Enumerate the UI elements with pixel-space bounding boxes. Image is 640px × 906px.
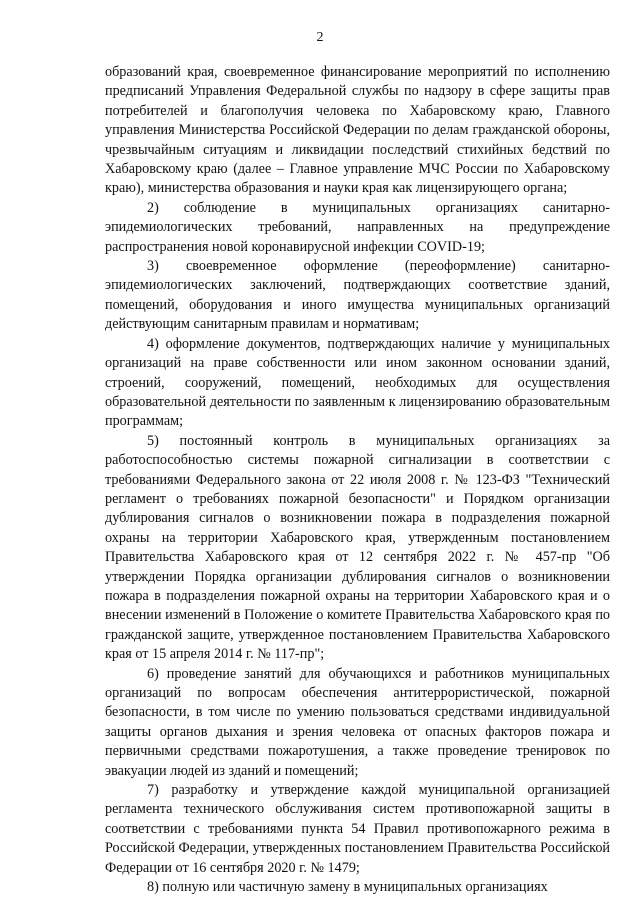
paragraph-item-5: 5) постоянный контроль в муниципальных организациях за работоспособностью системы пожарной сигнализации в соответствии с требованиями Федерального закона от 22 июля 2008 г. № 123-ФЗ "Технический регламент о требованиях пожарной безопасности" и Порядком организации дублирования сигналов о возникновении пожара в подразделения пожарной охраны на территории Хабаровского края, утвержденным постановлением Правительства Хабаровского края от 12 сентября 2022 г. № 457-пр "Об утверждении Порядка организации дублирования сигналов о возникновении пожара в подразделения пожарной охраны на территории Хабаровского края и о внесении изменений в Положение о комитете Правительства Хабаровского края по гражданской защите, утвержденное постановлением Правительства Хабаровского края от 15 апреля 2014 г. № 117-пр";	[105, 432, 610, 663]
paragraph-1-continuation: образований края, своевременное финансирование мероприятий по исполнению предписаний Управления Федеральной службы по надзору в сфере защиты прав потребителей и благополучия человека по Хабаровскому краю, Главного управления Министерства Российской Федерации по делам гражданской обороны, чрезвычайным ситуациям и ликвидации последствий стихийных бедствий по Хабаровскому краю (далее – Главное управление МЧС России по Хабаровскому краю), министерства образования и науки края как лицензирующего органа;	[105, 64, 610, 197]
paragraph-item-7: 7) разработку и утверждение каждой муниципальной организацией регламента технического обслуживания систем противопожарной защиты в соответствии с требованиями пункта 54 Правил противопожарного режима в Российской Федерации, утвержденных постановлением Правительства Российской Федерации от 16 сентября 2020 г. № 1479;	[105, 782, 610, 876]
paragraph-item-2: 2) соблюдение в муниципальных организациях санитарно-эпидемиологических требований, направленных на предупреждение распространения новой коронавирусной инфекции COVID-19;	[105, 199, 610, 255]
paragraph-item-3: 3) своевременное оформление (переоформление) санитарно-эпидемиологических заключений, подтверждающих соответствие зданий, помещений, оборудования и иного имущества муниципальных организаций действующим санитарным правилам и нормативам;	[105, 258, 610, 333]
paragraph-item-6: 6) проведение занятий для обучающихся и работников муниципальных организаций по вопросам обеспечения антитеррористической, пожарной безопасности, в том числе по умению пользоваться средствами индивидуальной защиты органов дыхания и зрения человека от опасных факторов пожара и первичными средствами пожаротушения, а также проведение тренировок по эвакуации людей из зданий и помещений;	[105, 665, 610, 779]
paragraph-item-8: 8) полную или частичную замену в муниципальных организациях	[147, 879, 548, 896]
document-body	[105, 63, 610, 897]
paragraph-item-4: 4) оформление документов, подтверждающих наличие у муниципальных организаций на праве собственности или ином законном основании зданий, строений, сооружений, помещений, необходимых для осуществления образовательной деятельности по заявленным к лицензированию образовательным программам;	[105, 335, 610, 430]
page-number: 2	[316, 30, 324, 45]
